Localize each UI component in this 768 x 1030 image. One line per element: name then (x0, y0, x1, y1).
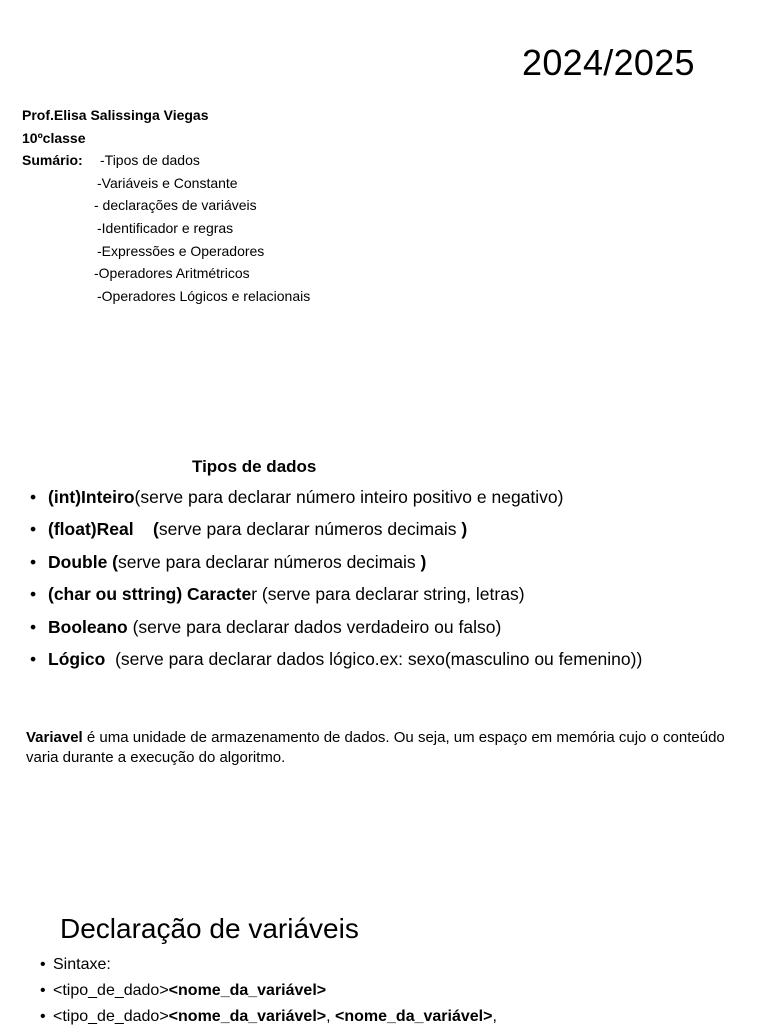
type-term: Lógico (48, 648, 106, 669)
variable-term: Variavel (26, 729, 83, 746)
list-item (30, 647, 648, 672)
syntax-type: <tipo_de_dado> (53, 1008, 169, 1025)
syntax-name: <nome_da_variável> (168, 1008, 327, 1025)
summary-item: -Expressões e Operadores (97, 242, 265, 259)
type-term: Double ( (48, 551, 118, 572)
syntax-tail: , (492, 1008, 497, 1025)
type-term: (float)Real ( (48, 519, 159, 540)
bullet-icon: • (40, 1008, 46, 1025)
lesson-header (22, 104, 310, 307)
type-desc: (serve para declarar dados verdadeiro ou falso) (127, 616, 502, 637)
list-item (30, 615, 750, 640)
list-item (30, 582, 750, 607)
types-title: Tipos de dados (192, 457, 317, 476)
type-desc: (serve para declarar número inteiro positivo e negativo) (134, 487, 564, 507)
syntax-name-2: <nome_da_variável> (335, 1008, 493, 1025)
type-close: ) (461, 519, 468, 540)
data-types-list (30, 485, 750, 679)
bullet-icon: • (40, 956, 46, 973)
syntax-name: <nome_da_variável> (168, 982, 327, 999)
summary-item: -Variáveis e Constante (97, 174, 238, 191)
type-term: (char ou sttring) Caracte (48, 584, 252, 605)
bullet-icon: • (40, 982, 46, 999)
summary-item: - declarações de variáveis (94, 197, 257, 214)
summary-label: Sumário: (22, 152, 83, 169)
declaration-list (40, 952, 760, 1030)
summary-item: -Operadores Lógicos e relacionais (97, 287, 311, 304)
summary-item: -Operadores Aritmétricos (94, 265, 250, 282)
syntax-label: Sintaxe: (53, 956, 111, 973)
bullet-icon: • (30, 551, 37, 572)
grade-label: 10ºclasse (22, 129, 86, 146)
type-desc: (serve para declarar dados lógico.ex: sexo(masculino ou femenino)) (105, 648, 643, 669)
summary-item: -Tipos de dados (100, 152, 200, 169)
summary-row (22, 149, 310, 172)
type-desc: serve para declarar números decimais (158, 519, 462, 540)
variable-definition (26, 728, 726, 768)
type-term: Booleano (48, 616, 128, 637)
bullet-icon: • (30, 616, 37, 637)
list-item (30, 485, 750, 510)
declaration-title: Declaração de variáveis (60, 913, 359, 944)
list-item (30, 517, 750, 542)
list-item (40, 952, 760, 978)
type-desc: serve para declarar números decimais (118, 551, 421, 572)
type-close: ) (420, 551, 427, 572)
type-desc: r (serve para declarar string, letras) (251, 584, 525, 605)
type-term: (int)Inteiro (48, 487, 135, 507)
school-year: 2024/2025 (522, 42, 695, 83)
bullet-icon: • (30, 584, 37, 605)
list-item (30, 550, 750, 575)
list-item (40, 978, 760, 1004)
teacher-name: Prof.Elisa Salissinga Viegas (22, 107, 209, 123)
bullet-icon: • (30, 487, 37, 507)
summary-item: -Identificador e regras (97, 219, 234, 236)
bullet-icon: • (30, 648, 37, 669)
list-item (40, 1004, 760, 1030)
bullet-icon: • (30, 519, 37, 540)
variable-text: é uma unidade de armazenamento de dados. Ou seja, um espaço em memória cujo o conteúdo varia durante a execução do algoritmo. (26, 729, 725, 766)
syntax-type: <tipo_de_dado> (53, 982, 169, 999)
syntax-separator: , (326, 1008, 335, 1025)
